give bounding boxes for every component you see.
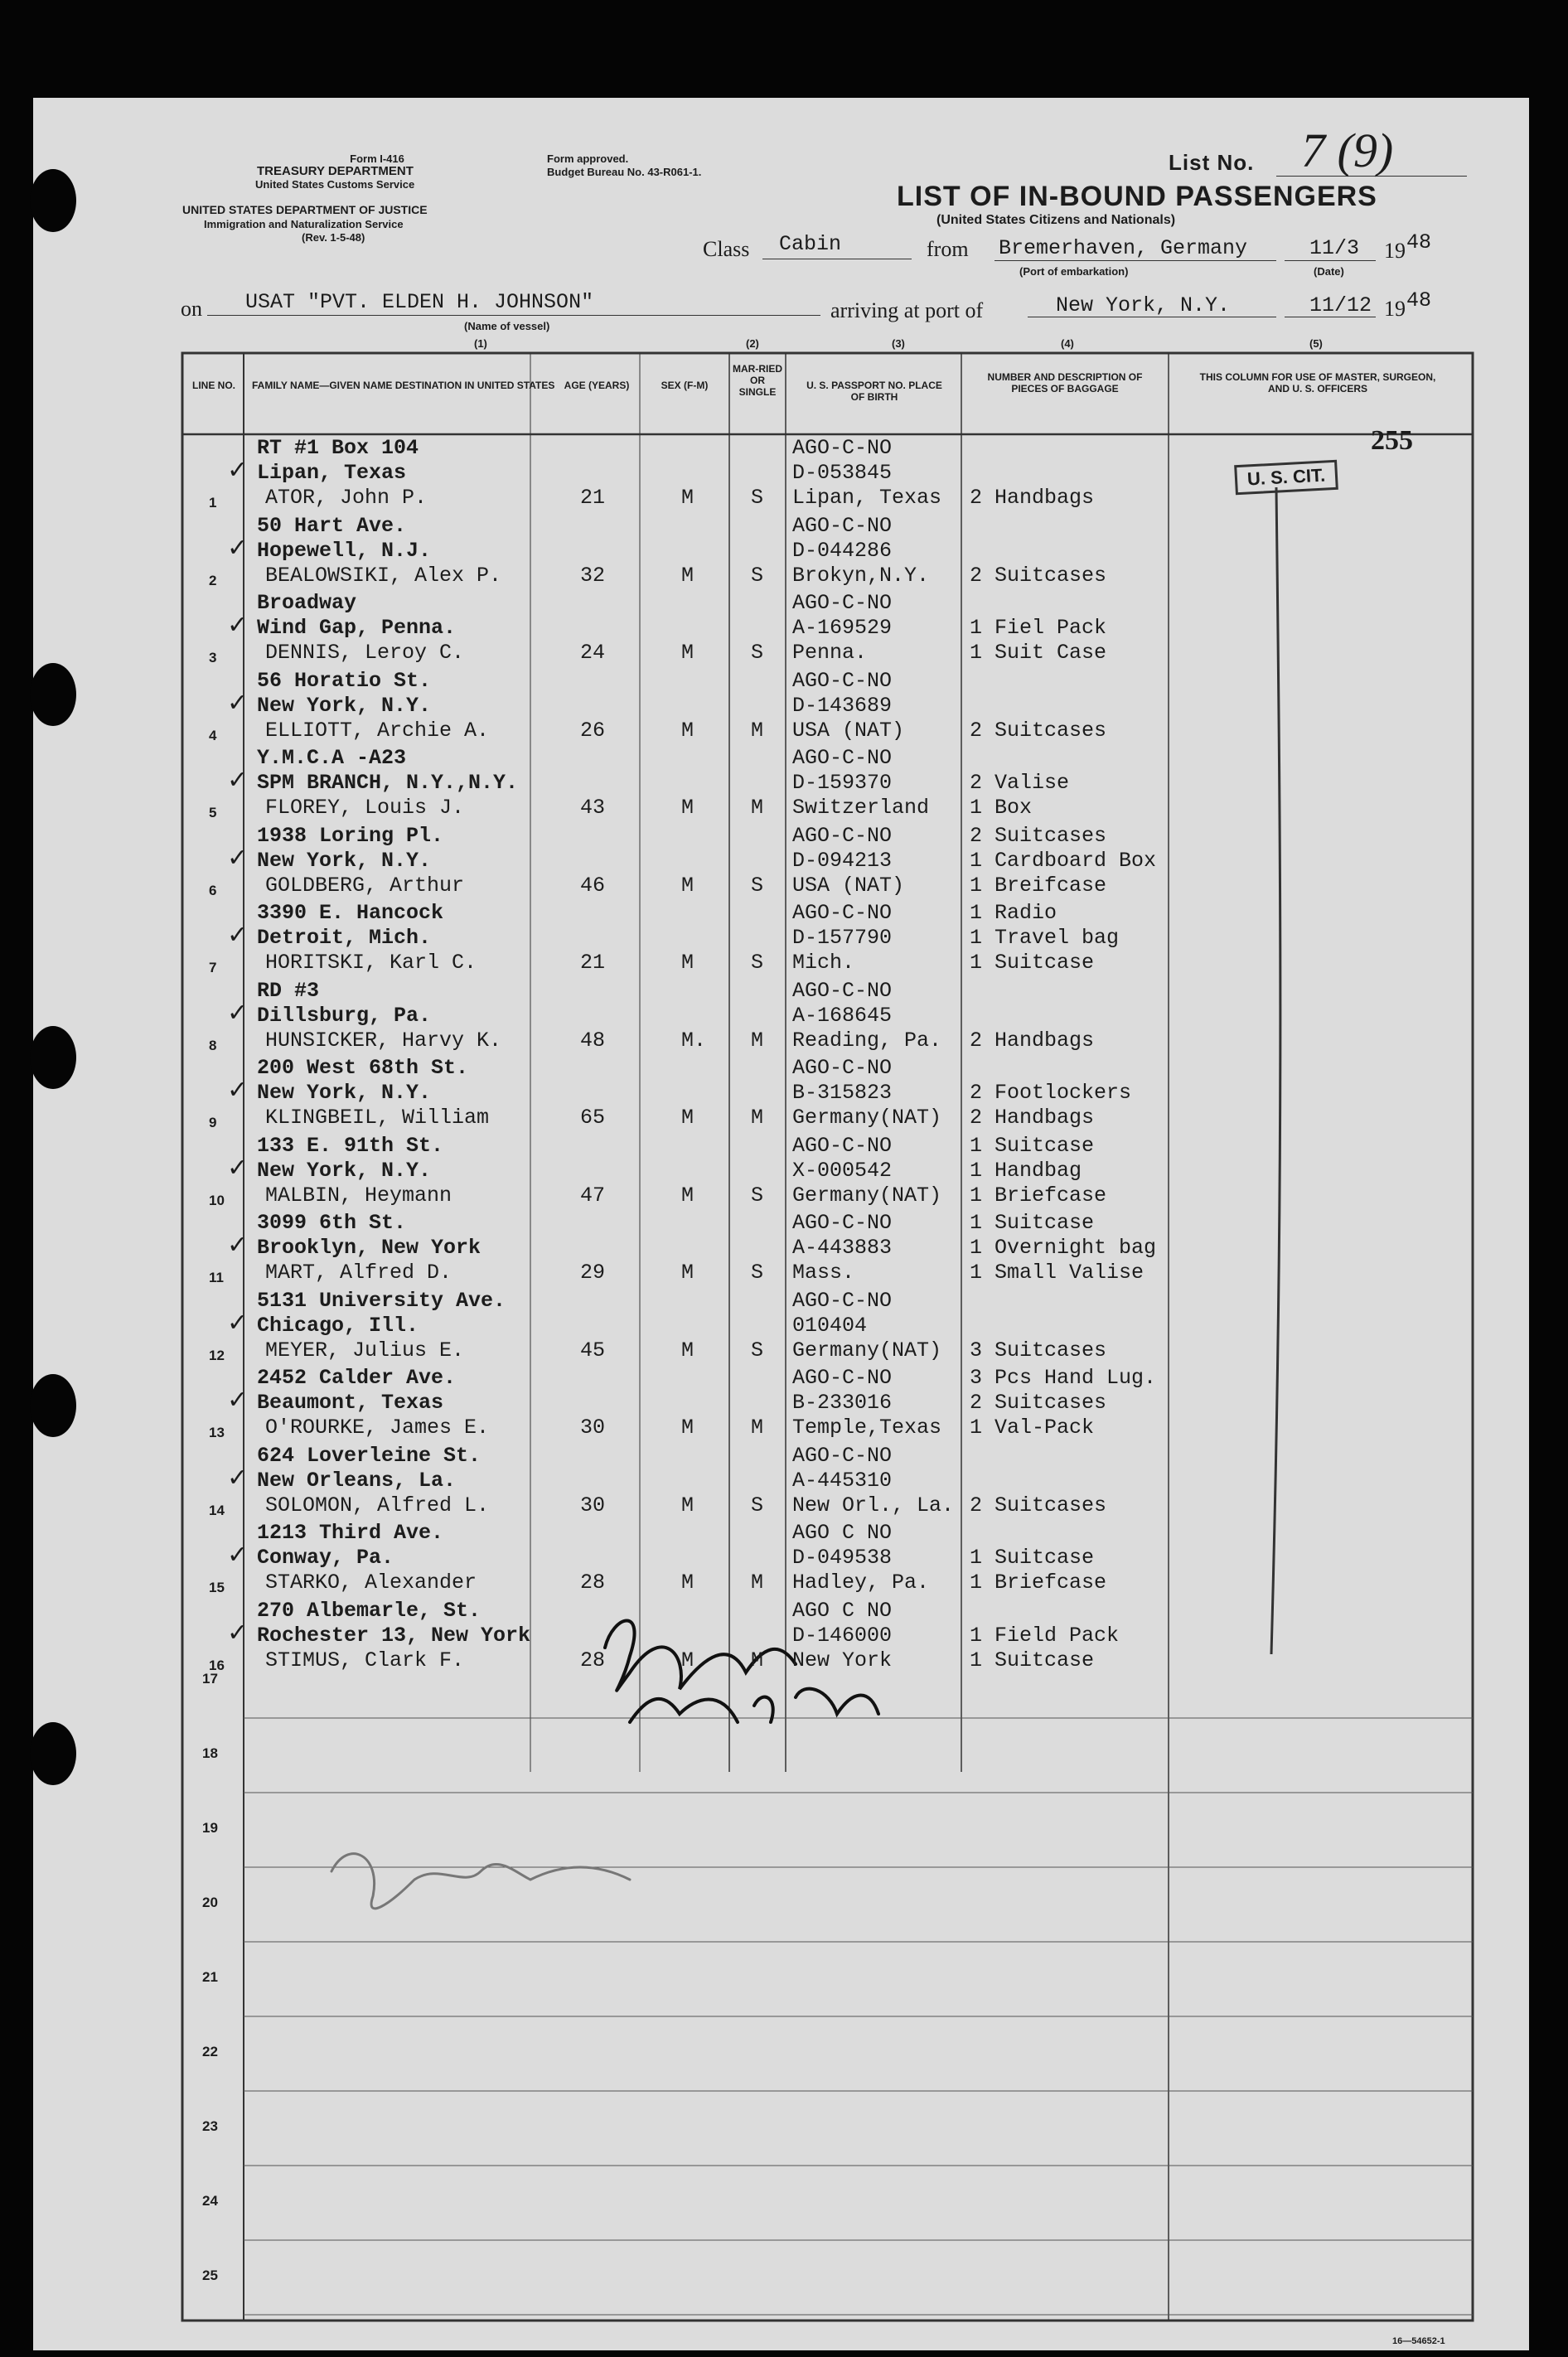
passenger-row (33, 901, 1473, 975)
address-line-2: New York, N.Y. (257, 1158, 432, 1183)
baggage-line-3: 1 Briefcase (970, 1571, 1107, 1595)
sex-header: SEX (F-M) (661, 380, 709, 391)
form-number: Form I-416 (350, 152, 404, 165)
line-no-header: LINE NO. (191, 380, 235, 391)
check-mark-icon: ✓ (229, 1618, 246, 1650)
baggage-line-2: 1 Suitcase (970, 1546, 1095, 1570)
place-of-birth: USA (NAT) (792, 718, 905, 743)
document-subtitle: (United States Citizens and Nationals) (936, 213, 1176, 227)
baggage-line-3: 2 Handbags (970, 1106, 1095, 1130)
arrival-date: 11/12 (1309, 293, 1372, 317)
line-number: 7 (209, 960, 217, 975)
baggage-line-2: 1 Travel bag (970, 926, 1120, 950)
address-line-2: Brooklyn, New York (257, 1236, 482, 1260)
passenger-name: KLINGBEIL, William (265, 1106, 490, 1130)
passport-number: 010404 (792, 1313, 868, 1338)
passenger-row (33, 669, 1473, 743)
address-line-2: New York, N.Y. (257, 693, 432, 718)
passport-prefix: AGO-C-NO (792, 978, 893, 1003)
passport-number: A-168645 (792, 1003, 893, 1028)
marital-status: M (751, 1648, 764, 1672)
baggage-line-3: 2 Suitcases (970, 563, 1107, 588)
address-line-1: Y.M.C.A -A23 (257, 746, 407, 770)
footer-code: 16—54652-1 (1392, 2336, 1445, 2346)
passport-number: D-143689 (792, 693, 893, 718)
place-of-birth: Switzerland (792, 796, 930, 820)
address-line-1: 270 Albemarle, St. (257, 1598, 482, 1623)
age: 43 (580, 796, 606, 820)
passenger-row (33, 436, 1473, 511)
check-mark-icon: ✓ (229, 1153, 246, 1185)
passport-number: D-053845 (792, 461, 893, 485)
age: 48 (580, 1028, 606, 1053)
baggage-line-1: 2 Suitcases (970, 823, 1107, 848)
place-of-birth: Hadley, Pa. (792, 1571, 930, 1595)
place-of-birth: Temple,Texas (792, 1416, 942, 1440)
sex: M (681, 718, 694, 743)
check-mark-icon: ✓ (229, 843, 246, 875)
address-line-2: Detroit, Mich. (257, 926, 432, 950)
passport-prefix: AGO-C-NO (792, 1133, 893, 1158)
sex: M (681, 486, 694, 510)
age: 21 (580, 486, 606, 510)
address-line-2: Dillsburg, Pa. (257, 1003, 432, 1028)
baggage-line-2: 1 Field Pack (970, 1623, 1120, 1648)
passenger-row (33, 979, 1473, 1053)
passenger-row (33, 514, 1473, 588)
year-suffix: 48 (1406, 230, 1432, 254)
address-line-1: 3390 E. Hancock (257, 901, 444, 925)
check-mark-icon: ✓ (229, 921, 246, 952)
place-of-birth: Germany(NAT) (792, 1183, 942, 1208)
address-line-1: 50 Hart Ave. (257, 513, 407, 538)
check-mark-icon: ✓ (229, 688, 246, 720)
age: 32 (580, 563, 606, 588)
passport-number: D-044286 (792, 538, 893, 563)
passport-number: A-443883 (792, 1236, 893, 1260)
line-number: 5 (209, 805, 217, 820)
line-number: 6 (209, 882, 217, 898)
check-mark-icon: ✓ (229, 611, 246, 642)
passport-number: B-315823 (792, 1081, 893, 1105)
age: 30 (580, 1493, 606, 1517)
baggage-line-3: 2 Handbags (970, 486, 1095, 510)
marital-status: M (751, 1571, 764, 1595)
baggage-line-2: 2 Footlockers (970, 1081, 1132, 1105)
on-label: on (181, 297, 202, 321)
marital-status: S (751, 641, 764, 665)
passenger-name: HORITSKI, Karl C. (265, 951, 477, 975)
passport-prefix: AGO-C-NO (792, 823, 893, 848)
age: 30 (580, 1416, 606, 1440)
passenger-row (33, 746, 1473, 820)
address-line-1: 56 Horatio St. (257, 668, 432, 693)
baggage-line-2: 2 Suitcases (970, 1391, 1107, 1415)
passenger-name: BEALOWSIKI, Alex P. (265, 563, 502, 588)
line-number: 1 (209, 495, 217, 511)
sex: M (681, 951, 694, 975)
check-mark-icon: ✓ (229, 456, 246, 487)
manifest-page (33, 98, 1529, 2350)
age: 24 (580, 641, 606, 665)
address-line-2: Hopewell, N.J. (257, 538, 432, 563)
arrival-year-prefix: 19 (1384, 297, 1406, 321)
passport-number: X-000542 (792, 1158, 893, 1183)
address-line-1: 5131 University Ave. (257, 1288, 506, 1313)
vessel-name: USAT "PVT. ELDEN H. JOHNSON" (245, 290, 594, 314)
passenger-row (33, 1366, 1473, 1440)
passenger-name: STARKO, Alexander (265, 1571, 477, 1595)
passenger-name: GOLDBERG, Arthur (265, 873, 465, 898)
class-label: Class (703, 237, 750, 261)
department: TREASURY DEPARTMENT (257, 164, 414, 178)
passport-header: U. S. PASSPORT NO. PLACE OF BIRTH (806, 380, 942, 403)
baggage-line-2: 1 Fiel Pack (970, 616, 1107, 640)
marital-status: S (751, 1493, 764, 1517)
place-of-birth: New Orl., La. (792, 1493, 955, 1517)
sex: M. (681, 1028, 707, 1053)
baggage-line-3: 1 Suitcase (970, 951, 1095, 975)
passenger-name: STIMUS, Clark F. (265, 1648, 465, 1672)
passenger-name: FLOREY, Louis J. (265, 796, 465, 820)
col-number: (2) (746, 337, 759, 350)
passenger-name: MALBIN, Heymann (265, 1183, 452, 1208)
place-of-birth: USA (NAT) (792, 873, 905, 898)
passport-number: D-159370 (792, 771, 893, 795)
passenger-row (33, 1521, 1473, 1595)
line-number: 22 (202, 2044, 218, 2059)
age: 28 (580, 1648, 606, 1672)
line-number: 25 (202, 2267, 218, 2283)
baggage-line-2: 1 Cardboard Box (970, 848, 1157, 873)
col-number: (1) (474, 337, 487, 350)
passport-number: B-233016 (792, 1391, 893, 1415)
age: 21 (580, 951, 606, 975)
passport-prefix: AGO-C-NO (792, 746, 893, 770)
address-line-1: 624 Loverleine St. (257, 1443, 482, 1468)
document-title: LIST OF IN-BOUND PASSENGERS (897, 181, 1377, 212)
passenger-row (33, 591, 1473, 665)
address-line-1: RD #3 (257, 978, 320, 1003)
married-header: MAR-RIED OR SINGLE (733, 363, 782, 398)
year-prefix: 19 (1384, 239, 1406, 263)
baggage-line-3: 2 Suitcases (970, 1493, 1107, 1517)
baggage-line-2: 1 Overnight bag (970, 1236, 1157, 1260)
port-of-embarkation: Bremerhaven, Germany (999, 236, 1248, 260)
passenger-name: ATOR, John P. (265, 486, 428, 510)
place-of-birth: Germany(NAT) (792, 1338, 942, 1362)
line-number: 11 (209, 1270, 224, 1285)
passenger-name: HUNSICKER, Harvy K. (265, 1028, 502, 1053)
check-mark-icon: ✓ (229, 998, 246, 1030)
customs-service: United States Customs Service (255, 178, 415, 191)
line-number: 23 (202, 2118, 218, 2134)
from-label: from (927, 237, 969, 261)
marital-status: S (751, 563, 764, 588)
check-mark-icon: ✓ (229, 1076, 246, 1107)
passport-prefix: AGO-C-NO (792, 591, 893, 615)
line-number: 20 (202, 1895, 218, 1910)
baggage-line-1: 1 Suitcase (970, 1133, 1095, 1158)
line-number: 13 (209, 1425, 225, 1440)
baggage-line-3: 3 Suitcases (970, 1338, 1107, 1362)
line-number: 2 (209, 572, 217, 588)
baggage-header: NUMBER AND DESCRIPTION OF PIECES OF BAGGAGE (987, 371, 1143, 394)
baggage-line-3: 1 Val-Pack (970, 1416, 1095, 1440)
us-citizen-stamp: U. S. CIT. (1234, 460, 1338, 495)
col-number: (3) (892, 337, 905, 350)
passenger-row (33, 1289, 1473, 1363)
line-number: 17 (202, 1671, 218, 1687)
passport-prefix: AGO-C-NO (792, 1056, 893, 1080)
passport-prefix: AGO-C-NO (792, 668, 893, 693)
age: 47 (580, 1183, 606, 1208)
place-of-birth: Penna. (792, 641, 868, 665)
address-line-1: RT #1 Box 104 (257, 436, 419, 460)
col-number: (4) (1061, 337, 1074, 350)
marital-status: S (751, 1183, 764, 1208)
name-header: FAMILY NAME—GIVEN NAME DESTINATION IN UNITED STATES (252, 380, 555, 391)
vessel-caption: (Name of vessel) (464, 320, 550, 332)
check-mark-icon: ✓ (229, 1463, 246, 1495)
sex: M (681, 1106, 694, 1130)
baggage-line-3: 1 Breifcase (970, 873, 1107, 898)
passenger-name: O'ROURKE, James E. (265, 1416, 490, 1440)
marital-status: M (751, 1028, 764, 1053)
sex: M (681, 1571, 694, 1595)
address-line-1: 200 West 68th St. (257, 1056, 469, 1080)
passenger-row (33, 1056, 1473, 1130)
check-mark-icon: ✓ (229, 1541, 246, 1572)
place-of-birth: Lipan, Texas (792, 486, 942, 510)
passenger-row (33, 824, 1473, 898)
age: 26 (580, 718, 606, 743)
officers-header: THIS COLUMN FOR USE OF MASTER, SURGEON, AND U. S. OFFICERS (1199, 371, 1436, 394)
passenger-row (33, 1134, 1473, 1208)
passenger-name: MART, Alfred D. (265, 1261, 452, 1285)
line-number: 10 (209, 1192, 225, 1208)
age: 46 (580, 873, 606, 898)
line-number: 9 (209, 1115, 217, 1130)
revision: (Rev. 1-5-48) (302, 231, 365, 244)
baggage-line-3: 2 Handbags (970, 1028, 1095, 1053)
arrival-year-suffix: 48 (1406, 288, 1432, 312)
passport-prefix: AGO-C-NO (792, 1366, 893, 1390)
line-number: 24 (202, 2193, 218, 2209)
passport-prefix: AGO-C-NO (792, 436, 893, 460)
marital-status: S (751, 1338, 764, 1362)
passport-prefix: AGO-C-NO (792, 901, 893, 925)
sex: M (681, 796, 694, 820)
address-line-2: Conway, Pa. (257, 1546, 394, 1570)
sex: M (681, 563, 694, 588)
annotation-number: 255 (1371, 425, 1413, 456)
passport-number: A-445310 (792, 1468, 893, 1493)
passport-number: A-169529 (792, 616, 893, 640)
baggage-line-3: 1 Box (970, 796, 1033, 820)
age: 65 (580, 1106, 606, 1130)
list-no-value: 7 (9) (1301, 123, 1394, 177)
baggage-line-3: 1 Suitcase (970, 1648, 1095, 1672)
line-number: 15 (209, 1580, 225, 1595)
departure-date: 11/3 (1309, 236, 1360, 260)
sex: M (681, 1338, 694, 1362)
marital-status: S (751, 1261, 764, 1285)
passport-number: D-094213 (792, 848, 893, 873)
baggage-line-3: 1 Small Valise (970, 1261, 1145, 1285)
address-line-1: 2452 Calder Ave. (257, 1366, 457, 1390)
address-line-2: Rochester 13, New York (257, 1623, 531, 1648)
class-value: Cabin (779, 232, 842, 256)
passenger-row (33, 1444, 1473, 1518)
passport-prefix: AGO-C-NO (792, 1443, 893, 1468)
check-mark-icon: ✓ (229, 766, 246, 797)
passenger-name: SOLOMON, Alfred L. (265, 1493, 490, 1517)
passenger-row (33, 1599, 1473, 1673)
address-line-2: Beaumont, Texas (257, 1391, 444, 1415)
line-number: 12 (209, 1347, 225, 1363)
passport-prefix: AGO-C-NO (792, 1211, 893, 1235)
sex: M (681, 1648, 694, 1672)
date-caption: (Date) (1314, 265, 1344, 278)
place-of-birth: Germany(NAT) (792, 1106, 942, 1130)
marital-status: M (751, 1106, 764, 1130)
address-line-1: 1213 Third Ave. (257, 1521, 444, 1545)
sex: M (681, 1416, 694, 1440)
age: 28 (580, 1571, 606, 1595)
col-number: (5) (1309, 337, 1323, 350)
place-of-birth: Brokyn,N.Y. (792, 563, 930, 588)
passport-prefix: AGO C NO (792, 1598, 893, 1623)
baggage-line-1: 3 Pcs Hand Lug. (970, 1366, 1157, 1390)
passenger-row (33, 1211, 1473, 1285)
baggage-line-1: 1 Radio (970, 901, 1057, 925)
line-number: 16 (209, 1657, 225, 1673)
doj: UNITED STATES DEPARTMENT OF JUSTICE (182, 203, 428, 216)
sex: M (681, 1261, 694, 1285)
marital-status: M (751, 718, 764, 743)
sex: M (681, 641, 694, 665)
passenger-name: ELLIOTT, Archie A. (265, 718, 490, 743)
embark-caption: (Port of embarkation) (1019, 265, 1129, 278)
address-line-2: Lipan, Texas (257, 461, 407, 485)
address-line-1: 1938 Loring Pl. (257, 823, 444, 848)
passenger-name: DENNIS, Leroy C. (265, 641, 465, 665)
baggage-line-3: 1 Suit Case (970, 641, 1107, 665)
address-line-2: New York, N.Y. (257, 1081, 432, 1105)
check-mark-icon: ✓ (229, 533, 246, 565)
passport-number: D-049538 (792, 1546, 893, 1570)
signature-faint (332, 1854, 630, 1909)
marital-status: M (751, 796, 764, 820)
marital-status: S (751, 873, 764, 898)
place-of-birth: New York (792, 1648, 893, 1672)
passport-prefix: AGO C NO (792, 1521, 893, 1545)
age: 45 (580, 1338, 606, 1362)
address-line-2: New York, N.Y. (257, 848, 432, 873)
line-number: 8 (209, 1037, 217, 1053)
line-number: 21 (202, 1969, 218, 1985)
address-line-2: Wind Gap, Penna. (257, 616, 457, 640)
line-number: 19 (202, 1820, 218, 1836)
marital-status: M (751, 1416, 764, 1440)
address-line-2: Chicago, Ill. (257, 1313, 419, 1338)
address-line-2: SPM BRANCH, N.Y.,N.Y. (257, 771, 519, 795)
sex: M (681, 873, 694, 898)
check-mark-icon: ✓ (229, 1231, 246, 1262)
check-mark-icon: ✓ (229, 1308, 246, 1340)
baggage-line-3: 2 Suitcases (970, 718, 1107, 743)
address-line-1: 133 E. 91th St. (257, 1133, 444, 1158)
place-of-birth: Reading, Pa. (792, 1028, 942, 1053)
baggage-line-1: 1 Suitcase (970, 1211, 1095, 1235)
budget-bureau: Budget Bureau No. 43-R061-1. (547, 166, 702, 178)
passenger-name: MEYER, Julius E. (265, 1338, 465, 1362)
sex: M (681, 1493, 694, 1517)
check-mark-icon: ✓ (229, 1386, 246, 1417)
baggage-line-3: 1 Briefcase (970, 1183, 1107, 1208)
marital-status: S (751, 951, 764, 975)
line-number: 4 (209, 727, 217, 743)
baggage-line-2: 2 Valise (970, 771, 1070, 795)
address-line-1: Broadway (257, 591, 357, 615)
passport-prefix: AGO-C-NO (792, 513, 893, 538)
age: 29 (580, 1261, 606, 1285)
address-line-2: New Orleans, La. (257, 1468, 457, 1493)
passport-number: D-157790 (792, 926, 893, 950)
list-no-label: List No. (1169, 150, 1255, 175)
place-of-birth: Mich. (792, 951, 855, 975)
line-number: 3 (209, 650, 217, 665)
ins: Immigration and Naturalization Service (204, 218, 404, 230)
place-of-birth: Mass. (792, 1261, 855, 1285)
marital-status: S (751, 486, 764, 510)
baggage-line-2: 1 Handbag (970, 1158, 1082, 1183)
passport-prefix: AGO-C-NO (792, 1288, 893, 1313)
arrival-port: New York, N.Y. (1056, 293, 1231, 317)
passport-number: D-146000 (792, 1623, 893, 1648)
form-approved: Form approved. (547, 152, 629, 165)
address-line-1: 3099 6th St. (257, 1211, 407, 1235)
sex: M (681, 1183, 694, 1208)
line-number: 14 (209, 1502, 225, 1518)
line-number: 18 (202, 1745, 218, 1761)
arriving-label: arriving at port of (830, 298, 984, 322)
age-header: AGE (YEARS) (564, 380, 630, 391)
